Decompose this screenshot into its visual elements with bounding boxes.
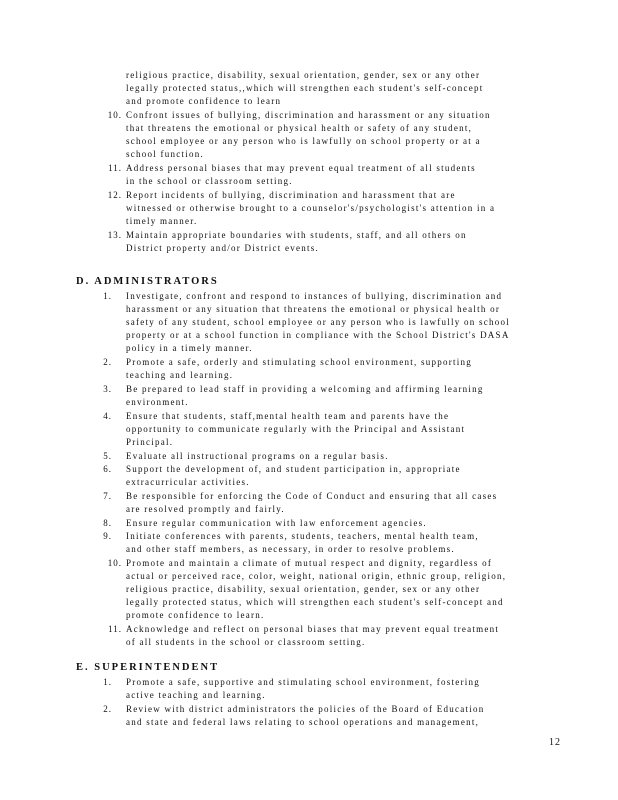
text-line: Promote a safe, orderly and stimulating school environment, supporting	[126, 357, 472, 367]
text-line: Confront issues of bullying, discrimination and harassment or any situation	[126, 110, 491, 120]
text-line: in the school or classroom setting.	[126, 176, 293, 186]
text-line: Be prepared to lead staff in providing a welcoming and affirming learning	[126, 384, 484, 394]
text-line: policy in a timely manner.	[126, 343, 253, 353]
text-line: school employee or any person who is lawfully on school property or at a	[126, 136, 481, 146]
text-line: Ensure that students, staff,mental health team and parents have the	[126, 411, 450, 421]
text-line: of all students in the school or classroom setting.	[126, 637, 366, 647]
text-line: actual or perceived race, color, weight, national origin, ethnic group, religion,	[126, 571, 507, 581]
list-number: 10.	[107, 558, 122, 568]
list-number: 11.	[108, 163, 122, 173]
list-number: 1.	[103, 291, 112, 301]
text-line: District property and/or District events.	[126, 243, 319, 253]
text-line: promote confidence to learn.	[126, 610, 265, 620]
list-number: 8.	[103, 518, 112, 528]
text-line: and promote confidence to learn	[126, 96, 282, 106]
text-line: and other staff members, as necessary, in order to resolve problems.	[126, 544, 455, 554]
text-line: Ensure regular communication with law enforcement agencies.	[126, 518, 427, 528]
text-line: extracurricular activities.	[126, 477, 250, 487]
list-number: 9.	[103, 531, 112, 541]
text-line: Principal.	[126, 437, 174, 447]
text-line: environment.	[126, 397, 189, 407]
text-line: Promote a safe, supportive and stimulating school environment, fostering	[126, 677, 480, 687]
text-line: property or at a school function in compliance with the School District's DASA	[126, 330, 510, 340]
list-number: 7.	[103, 491, 112, 501]
text-line: harassment or any situation that threatens the emotional or physical health or	[126, 304, 501, 314]
text-line: active teaching and learning.	[126, 690, 266, 700]
list-number: 1.	[103, 677, 112, 687]
text-line: Acknowledge and reflect on personal biases that may prevent equal treatment	[126, 624, 500, 634]
text-line: Maintain appropriate boundaries with students, staff, and all others on	[126, 230, 467, 240]
text-line: that threatens the emotional or physical health or safety of any student,	[126, 123, 473, 133]
list-number: 13.	[107, 230, 122, 240]
text-line: legally protected status, which will strengthen each student's self-concept and	[126, 597, 504, 607]
text-line: timely manner.	[126, 216, 198, 226]
text-line: Review with district administrators the policies of the Board of Education	[126, 704, 485, 714]
text-line: Evaluate all instructional programs on a regular basis.	[126, 451, 389, 461]
text-line: and state and federal laws relating to school operations and management,	[126, 717, 480, 727]
list-number: 5.	[103, 451, 112, 461]
text-line: are resolved promptly and fairly.	[126, 504, 285, 514]
text-line: Promote and maintain a climate of mutual respect and dignity, regardless of	[126, 558, 493, 568]
text-line: legally protected status,,which will strengthen each student's self-concept	[126, 83, 484, 93]
text-line: Support the development of, and student participation in, appropriate	[126, 464, 461, 474]
text-line: religious practice, disability, sexual orientation, gender, sex or any other	[126, 584, 481, 594]
list-number: 4.	[103, 411, 112, 421]
text-line: Report incidents of bullying, discrimination and harassment that are	[126, 190, 456, 200]
text-line: safety of any student, school employee or any person who is lawfully on school	[126, 317, 510, 327]
section-heading-administrators: D. ADMINISTRATORS	[76, 276, 219, 287]
list-number: 11.	[108, 624, 122, 634]
list-number: 12.	[107, 190, 122, 200]
list-number: 6.	[103, 464, 112, 474]
text-line: teaching and learning.	[126, 370, 234, 380]
list-number: 2.	[103, 357, 112, 367]
list-number: 3.	[103, 384, 112, 394]
text-line: witnessed or otherwise brought to a counselor's/psychologist's attention in a	[126, 203, 496, 213]
list-number: 2.	[103, 704, 112, 714]
text-line: school function.	[126, 149, 204, 159]
page-number: 12	[549, 737, 561, 748]
text-line: Initiate conferences with parents, students, teachers, mental health team,	[126, 531, 479, 541]
text-line: opportunity to communicate regularly with the Principal and Assistant	[126, 424, 466, 434]
text-line: Be responsible for enforcing the Code of Conduct and ensuring that all cases	[126, 491, 498, 501]
list-number: 10.	[107, 110, 122, 120]
section-heading-superintendent: E. SUPERINTENDENT	[76, 662, 220, 673]
text-line: Investigate, confront and respond to instances of bullying, discrimination and	[126, 291, 503, 301]
text-line: religious practice, disability, sexual orientation, gender, sex or any other	[126, 70, 481, 80]
text-line: Address personal biases that may prevent equal treatment of all students	[126, 163, 476, 173]
